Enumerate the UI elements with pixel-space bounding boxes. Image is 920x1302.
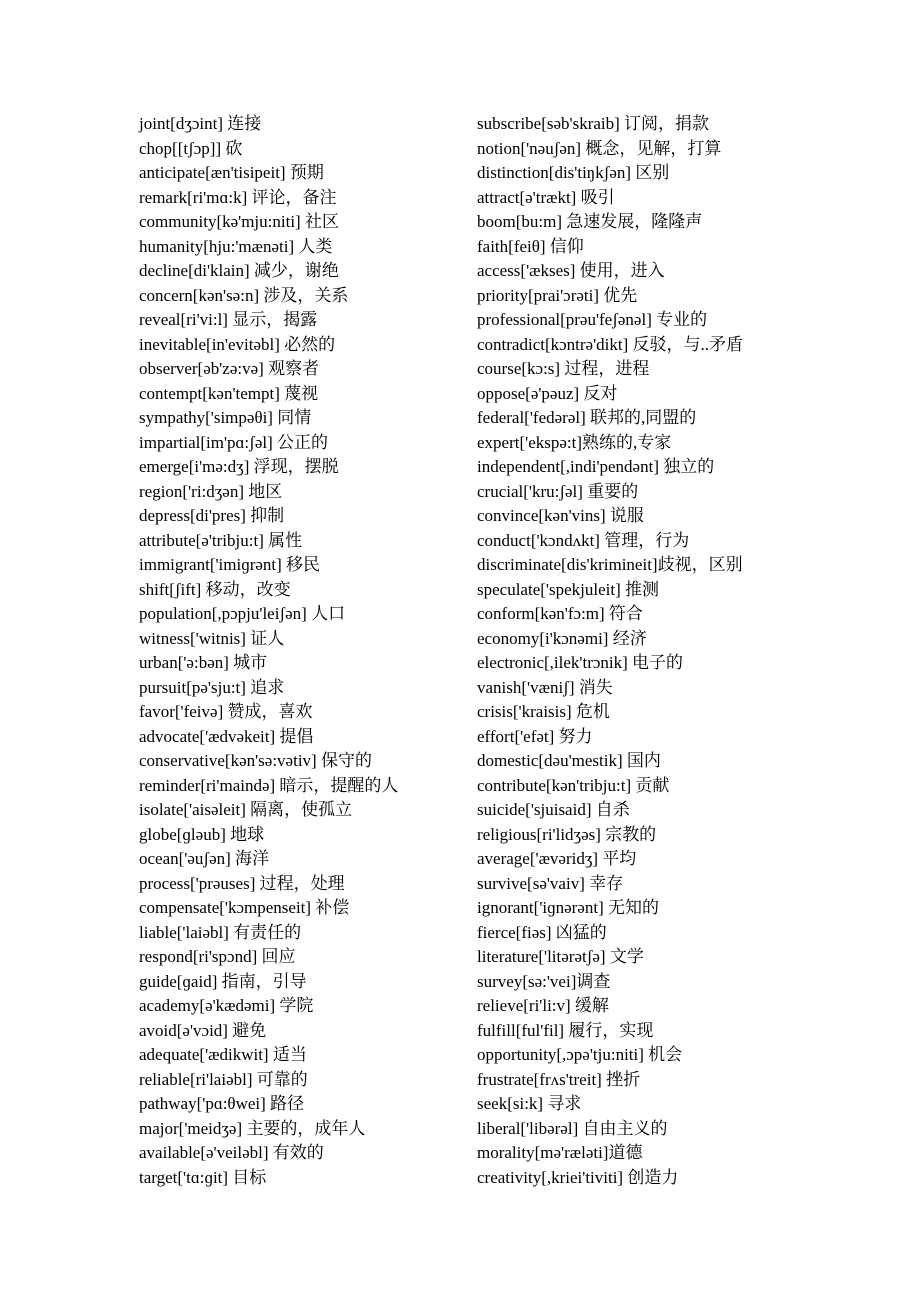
vocabulary-entry: immigrant['imiɡrənt] 移民	[139, 555, 321, 574]
vocabulary-entry: seek[si:k] 寻求	[477, 1094, 582, 1113]
vocabulary-entry: impartial[im'pɑ:ʃəl] 公正的	[139, 432, 328, 452]
vocabulary-entry: depress[di'pres] 抑制	[139, 506, 285, 525]
vocabulary-entry: federal['fedərəl] 联邦的,同盟的	[477, 408, 697, 427]
vocabulary-entry: independent[,indi'pendənt] 独立的	[477, 457, 715, 476]
vocabulary-entry: oppose[ə'pəuz] 反对	[477, 383, 618, 403]
vocabulary-entry: fierce[fiəs] 凶猛的	[477, 922, 607, 942]
vocabulary-entry: contempt[kən'tempt] 蔑视	[139, 383, 319, 403]
vocabulary-entry: conservative[kən'sə:vətiv] 保守的	[139, 751, 372, 770]
vocabulary-entry: liable['laiəbl] 有责任的	[139, 922, 302, 942]
vocabulary-entry: globe[ɡləub] 地球	[139, 824, 265, 844]
vocabulary-entry: conform[kən'fɔ:m] 符合	[477, 604, 643, 623]
vocabulary-entry: relieve[ri'li:v] 缓解	[477, 996, 609, 1015]
vocabulary-entry: population[,pɔpju'leiʃən] 人口	[139, 604, 346, 623]
vocabulary-entry: sympathy['simpəθi] 同情	[139, 408, 312, 427]
vocabulary-entry: course[kɔ:s] 过程，进程	[477, 359, 650, 378]
vocabulary-entry: major['meidʒə] 主要的，成年人	[139, 1118, 366, 1138]
vocabulary-entry: pursuit[pə'sju:t] 追求	[139, 677, 285, 697]
vocabulary-entry: favor['feivə] 赞成，喜欢	[139, 702, 313, 721]
vocabulary-entry: suicide['sjuisaid] 自杀	[477, 800, 630, 819]
vocabulary-entry: respond[ri'spɔnd] 回应	[139, 947, 296, 966]
vocabulary-entry: priority[prai'ɔrəti] 优先	[477, 285, 638, 305]
vocabulary-entry: reliable[ri'laiəbl] 可靠的	[139, 1069, 308, 1089]
vocabulary-entry: vanish['væniʃ] 消失	[477, 677, 613, 697]
vocabulary-entry: adequate['ædikwit] 适当	[139, 1045, 307, 1064]
vocabulary-entry: faith[feiθ] 信仰	[477, 236, 584, 256]
vocabulary-entry: urban['ə:bən] 城市	[139, 653, 268, 672]
vocabulary-entry: attribute[ə'tribju:t] 属性	[139, 530, 303, 550]
vocabulary-entry: conduct['kɔndʌkt] 管理，行为	[477, 530, 690, 550]
vocabulary-entry: liberal['libərəl] 自由主义的	[477, 1118, 668, 1138]
vocabulary-entry: opportunity[,ɔpə'tju:niti] 机会	[477, 1045, 683, 1064]
vocabulary-entry: humanity[hju:'mænəti] 人类	[139, 236, 333, 256]
vocabulary-entry: pathway['pɑ:θwei] 路径	[139, 1094, 305, 1113]
vocabulary-entry: ocean['əuʃən] 海洋	[139, 849, 270, 868]
vocabulary-entry: access['ækses] 使用，进入	[477, 261, 665, 280]
vocabulary-entry: ignorant['iɡnərənt] 无知的	[477, 898, 659, 917]
vocabulary-entry: remark[ri'mɑ:k] 评论，备注	[139, 187, 337, 207]
vocabulary-entry: economy[i'kɔnəmi] 经济	[477, 628, 647, 648]
vocabulary-entry: electronic[,ilek'trɔnik] 电子的	[477, 653, 684, 672]
vocabulary-entry: reveal[ri'vi:l] 显示，揭露	[139, 310, 318, 329]
vocabulary-entry: distinction[dis'tiŋkʃən] 区别	[477, 163, 670, 182]
vocabulary-entry: joint[dʒɔint] 连接	[139, 114, 262, 133]
vocabulary-entry: community[kə'mju:niti] 社区	[139, 212, 339, 231]
vocabulary-entry: average['ævəridʒ] 平均	[477, 849, 637, 868]
vocabulary-entry: discriminate[dis'krimineit]歧视，区别	[477, 555, 743, 574]
vocabulary-entry: survive[sə'vaiv] 幸存	[477, 873, 624, 893]
vocabulary-entry: domestic[dəu'mestik] 国内	[477, 751, 661, 770]
vocabulary-entry: isolate['aisəleit] 隔离，使孤立	[139, 800, 353, 819]
vocabulary-entry: convince[kən'vins] 说服	[477, 506, 644, 525]
vocabulary-entry: crucial['kru:ʃəl] 重要的	[477, 481, 639, 501]
vocabulary-entry: process['prəuses] 过程，处理	[139, 873, 345, 893]
vocabulary-entry: available[ə'veiləbl] 有效的	[139, 1143, 324, 1162]
vocabulary-entry: advocate['ædvəkeit] 提倡	[139, 726, 314, 746]
vocabulary-entry: boom[bu:m] 急速发展，隆隆声	[477, 212, 703, 231]
vocabulary-entry: witness['witnis] 证人	[139, 628, 285, 648]
vocabulary-entry: frustrate[frʌs'treit] 挫折	[477, 1069, 641, 1089]
vocabulary-entry: compensate['kɔmpenseit] 补偿	[139, 898, 350, 917]
vocabulary-entry: reminder[ri'maində] 暗示，提醒的人	[139, 775, 399, 795]
vocabulary-entry: inevitable[in'evitəbl] 必然的	[139, 334, 336, 354]
vocabulary-entry: religious[ri'lidʒəs] 宗教的	[477, 824, 657, 844]
vocabulary-column-left	[139, 112, 469, 1190]
vocabulary-entry: professional[prəu'feʃənəl] 专业的	[477, 310, 708, 329]
vocabulary-entry: expert['ekspə:t]熟练的,专家	[477, 432, 672, 452]
vocabulary-entry: avoid[ə'vɔid] 避免	[139, 1020, 267, 1040]
vocabulary-entry: target['tɑ:ɡit] 目标	[139, 1167, 267, 1187]
vocabulary-entry: region['ri:dʒən] 地区	[139, 481, 283, 501]
vocabulary-entry: chop[[tʃɔp]] 砍	[139, 138, 243, 158]
vocabulary-entry: attract[ə'trækt] 吸引	[477, 187, 615, 207]
vocabulary-entry: contradict[kɔntrə'dikt] 反驳，与..矛盾	[477, 334, 744, 354]
vocabulary-entry: effort['efət] 努力	[477, 726, 593, 746]
vocabulary-entry: fulfill[ful'fil] 履行，实现	[477, 1020, 654, 1040]
vocabulary-entry: shift[ʃift] 移动，改变	[139, 579, 291, 599]
vocabulary-entry: contribute[kən'tribju:t] 贡献	[477, 775, 670, 795]
vocabulary-entry: notion['nəuʃən] 概念，见解，打算	[477, 138, 722, 158]
vocabulary-entry: guide[ɡaid] 指南，引导	[139, 971, 307, 991]
vocabulary-entry: concern[kən'sə:n] 涉及，关系	[139, 285, 349, 305]
vocabulary-entry: subscribe[səb'skraib] 订阅，捐款	[477, 114, 710, 133]
vocabulary-entry: academy[ə'kædəmi] 学院	[139, 996, 314, 1015]
vocabulary-entry: emerge[i'mə:dʒ] 浮现，摆脱	[139, 457, 339, 476]
vocabulary-column-right	[477, 112, 897, 1190]
vocabulary-entry: creativity[,kriei'tiviti] 创造力	[477, 1167, 679, 1187]
vocabulary-entry: observer[əb'zə:və] 观察者	[139, 359, 320, 378]
vocabulary-entry: anticipate[æn'tisipeit] 预期	[139, 163, 324, 182]
vocabulary-entry: morality[mə'ræləti]道德	[477, 1143, 643, 1162]
vocabulary-entry: literature['litərətʃə] 文学	[477, 947, 644, 966]
vocabulary-entry: crisis['kraisis] 危机	[477, 702, 610, 721]
vocabulary-entry: survey[sə:'vei]调查	[477, 971, 611, 991]
vocabulary-entry: speculate['spekjuleit] 推测	[477, 579, 659, 599]
vocabulary-entry: decline[di'klain] 减少，谢绝	[139, 261, 339, 280]
